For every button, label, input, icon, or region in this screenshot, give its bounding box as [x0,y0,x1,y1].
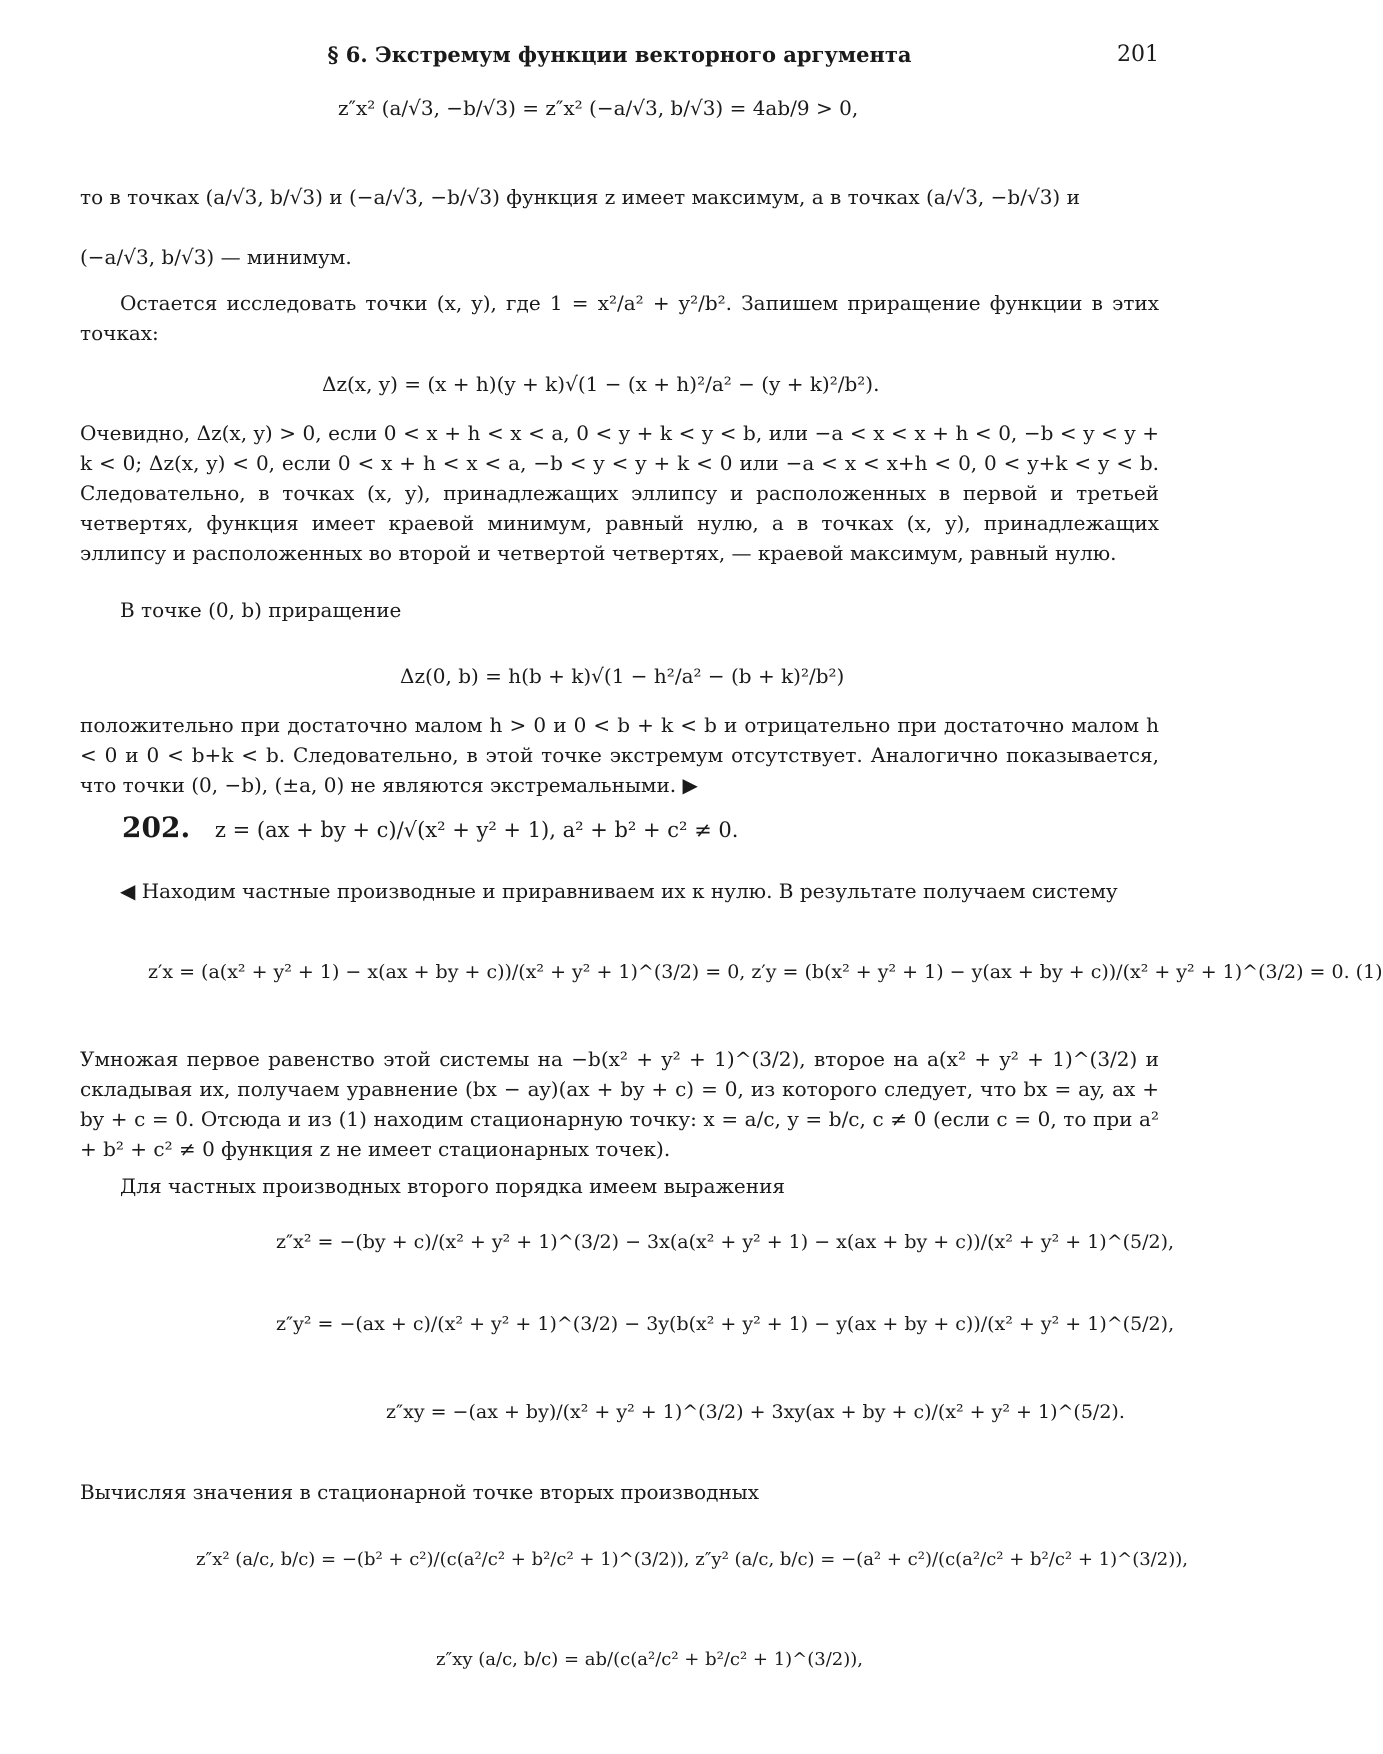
text-line-maximum: то в точках (a/√3, b/√3) и (−a/√3, −b/√3) функция z имеет максимум, а в точках (a/√3, −b/√3) и [80,185,1080,209]
equation-zyy: z″y² = −(ax + c)/(x² + y² + 1)^(3/2) − 3y(b(x² + y² + 1) − y(ax + by + c))/(x² + y² + 1)^(5/2), [276,1313,1175,1335]
section-title: § 6. Экстремум функции векторного аргумента [327,42,912,67]
equation-system-1: z′x = (a(x² + y² + 1) − x(ax + by + c))/(x² + y² + 1)^(3/2) = 0, z′y = (b(x² + y² + 1) − y(ax + by + c))/(x² + y² + 1)^(3/2) = 0. (1) [148,961,1383,983]
page-number: 201 [1117,42,1159,67]
text-line-minimum: (−a/√3, b/√3) — минимум. [80,245,352,269]
paragraph-ellipse-points: Остается исследовать точки (x, y), где 1 = x²/a² + y²/b². Запишем приращение функции в этих точках: [80,291,1159,345]
paragraph-stationary-point: Умножая первое равенство этой системы на −b(x² + y² + 1)^(3/2), второе на a(x² + y² + 1)^(3/2) и складывая их, получаем уравнение (bx − ay)(ax + by + c) = 0, из которого следует, что bx = ay, ax + by + c = 0. Отсюда и из (1) находим стационарную точку: x = a/c, y = b/c, c ≠ 0 (если c = 0, то при a² + b² + c² ≠ 0 функция z не имеет стационарных точек). [80,1047,1159,1161]
problem-202 [122,808,738,850]
equation-increment-0b: Δz(0, b) = h(b + k)√(1 − h²/a² − (b + k)²/b²) [400,664,845,688]
equation-value-zxy: z″xy (a/c, b/c) = ab/(c(a²/c² + b²/c² + 1)^(3/2)), [436,1649,864,1670]
text-line-second-order: Для частных производных второго порядка имеем выражения [120,1174,786,1198]
problem-statement: z = (ax + by + c)/√(x² + y² + 1), a² + b² + c² ≠ 0. [214,818,739,842]
paragraph-no-extremum: положительно при достаточно малом h > 0 и 0 < b + k < b и отрицательно при достаточно малом h < 0 и 0 < b+k < b. Следовательно, в этой точке экстремум отсутствует. Аналогично показывается, что точки (0, −b), (±a, 0) не являются экстремальными. ▶ [80,713,1159,797]
paragraph-partial-derivatives: ◀ Находим частные производные и приравниваем их к нулю. В результате получаем систему [120,879,1118,903]
text-line-point-0b: В точке (0, b) приращение [120,598,402,622]
equation-values-zxx-zyy: z″x² (a/c, b/c) = −(b² + c²)/(c(a²/c² + b²/c² + 1)^(3/2)), z″y² (a/c, b/c) = −(a² + c²)/(c(a²/c² + b²/c² + 1)^(3/2)), [196,1549,1188,1570]
text-line-computing-values: Вычисляя значения в стационарной точке вторых производных [80,1480,759,1504]
equation-second-derivative-values: z″x² (a/√3, −b/√3) = z″x² (−a/√3, b/√3) = 4ab/9 > 0, [338,96,859,120]
paragraph-edge-extrema: Очевидно, Δz(x, y) > 0, если 0 < x + h < x < a, 0 < y + k < y < b, или −a < x < x + h < 0, −b < y < y + k < 0; Δz(x, y) < 0, если 0 < x + h < x < a, −b < y < y + k < 0 или −a < x < x+h < 0, 0 < y+k < y < b. Следовательно, в точках (x, y), принадлежащих эллипсу и расположенных в первой и третьей четвертях, функция имеет краевой минимум, равный нулю, а в точках (x, y), принадлежащих эллипсу и расположенных во второй и четвертой четвертях, — краевой максимум, равный нулю. [80,421,1159,565]
problem-number: 202. [122,811,191,844]
equation-increment-xy: Δz(x, y) = (x + h)(y + k)√(1 − (x + h)²/a² − (y + k)²/b²). [322,372,880,396]
equation-zxx: z″x² = −(by + c)/(x² + y² + 1)^(3/2) − 3x(a(x² + y² + 1) − x(ax + by + c))/(x² + y² + 1)^(5/2), [276,1231,1175,1253]
equation-zxy: z″xy = −(ax + by)/(x² + y² + 1)^(3/2) + 3xy(ax + by + c)/(x² + y² + 1)^(5/2). [386,1401,1125,1423]
running-header [80,42,1159,82]
